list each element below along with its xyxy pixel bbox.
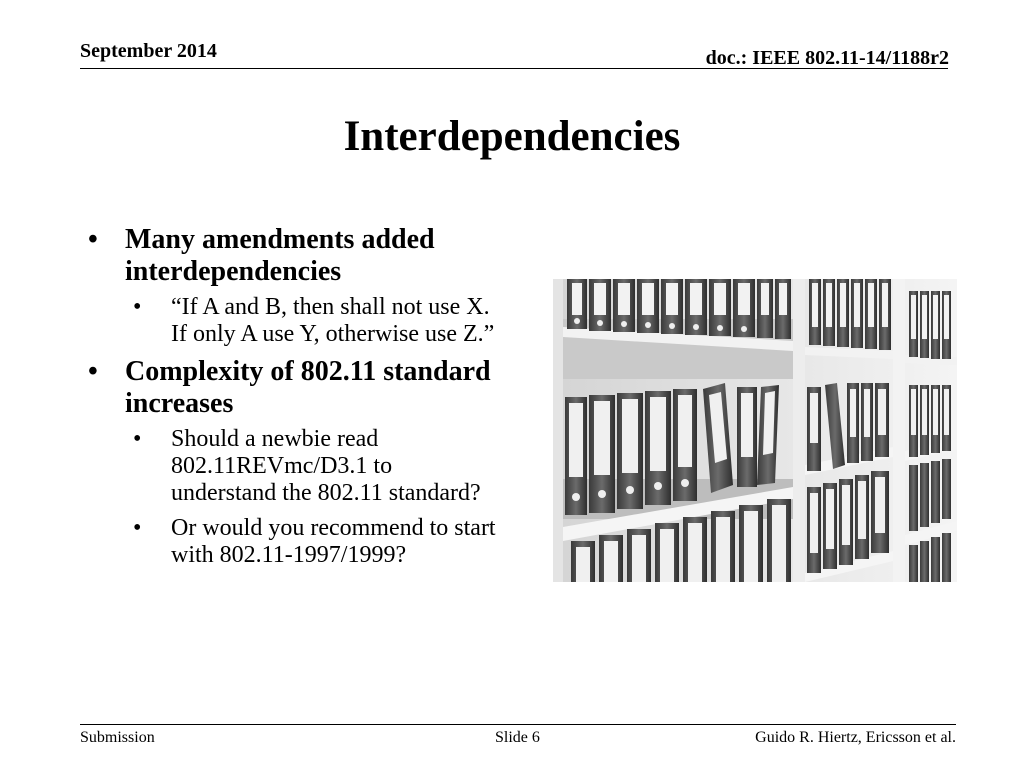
sub-bullet-text: Or would you recommend to start with 802.11-1997/1999?: [171, 515, 496, 568]
sub-bullet-text: “If A and B, then shall not use X. If only A use Y, otherwise use Z.”: [171, 294, 495, 347]
binders-shelf-illustration: [553, 279, 957, 582]
bullet-list: [88, 224, 498, 577]
slide-title: Interdependencies: [343, 113, 681, 160]
binders-shelf-image: [553, 279, 957, 582]
footer-authors: Guido R. Hiertz, Ericsson et al.: [755, 729, 956, 746]
header-doc-id: doc.: IEEE 802.11-14/1188r2: [705, 47, 949, 69]
header-date: September 2014: [80, 40, 217, 62]
bullet-item: [88, 356, 498, 420]
bullet-dot: •: [88, 224, 98, 255]
sub-bullet-item: [133, 294, 498, 348]
bullet-dot: •: [133, 515, 142, 541]
bullet-dot: •: [133, 426, 142, 452]
sub-bullet-item: [133, 426, 498, 507]
sub-bullet-text: Should a newbie read 802.11REVmc/D3.1 to understand the 802.11 standard?: [171, 426, 481, 506]
sub-bullet-item: [133, 515, 498, 569]
footer-slide-number: Slide 6: [495, 729, 540, 746]
bullet-text: Many amendments added interdependencies: [125, 224, 435, 287]
bullet-dot: •: [133, 294, 142, 320]
bullet-item: [88, 224, 498, 288]
footer-submission: Submission: [80, 729, 155, 746]
bullet-text: Complexity of 802.11 standard increases: [125, 356, 491, 419]
footer-divider: [80, 724, 956, 725]
bullet-dot: •: [88, 356, 98, 387]
header-divider: [80, 68, 948, 69]
